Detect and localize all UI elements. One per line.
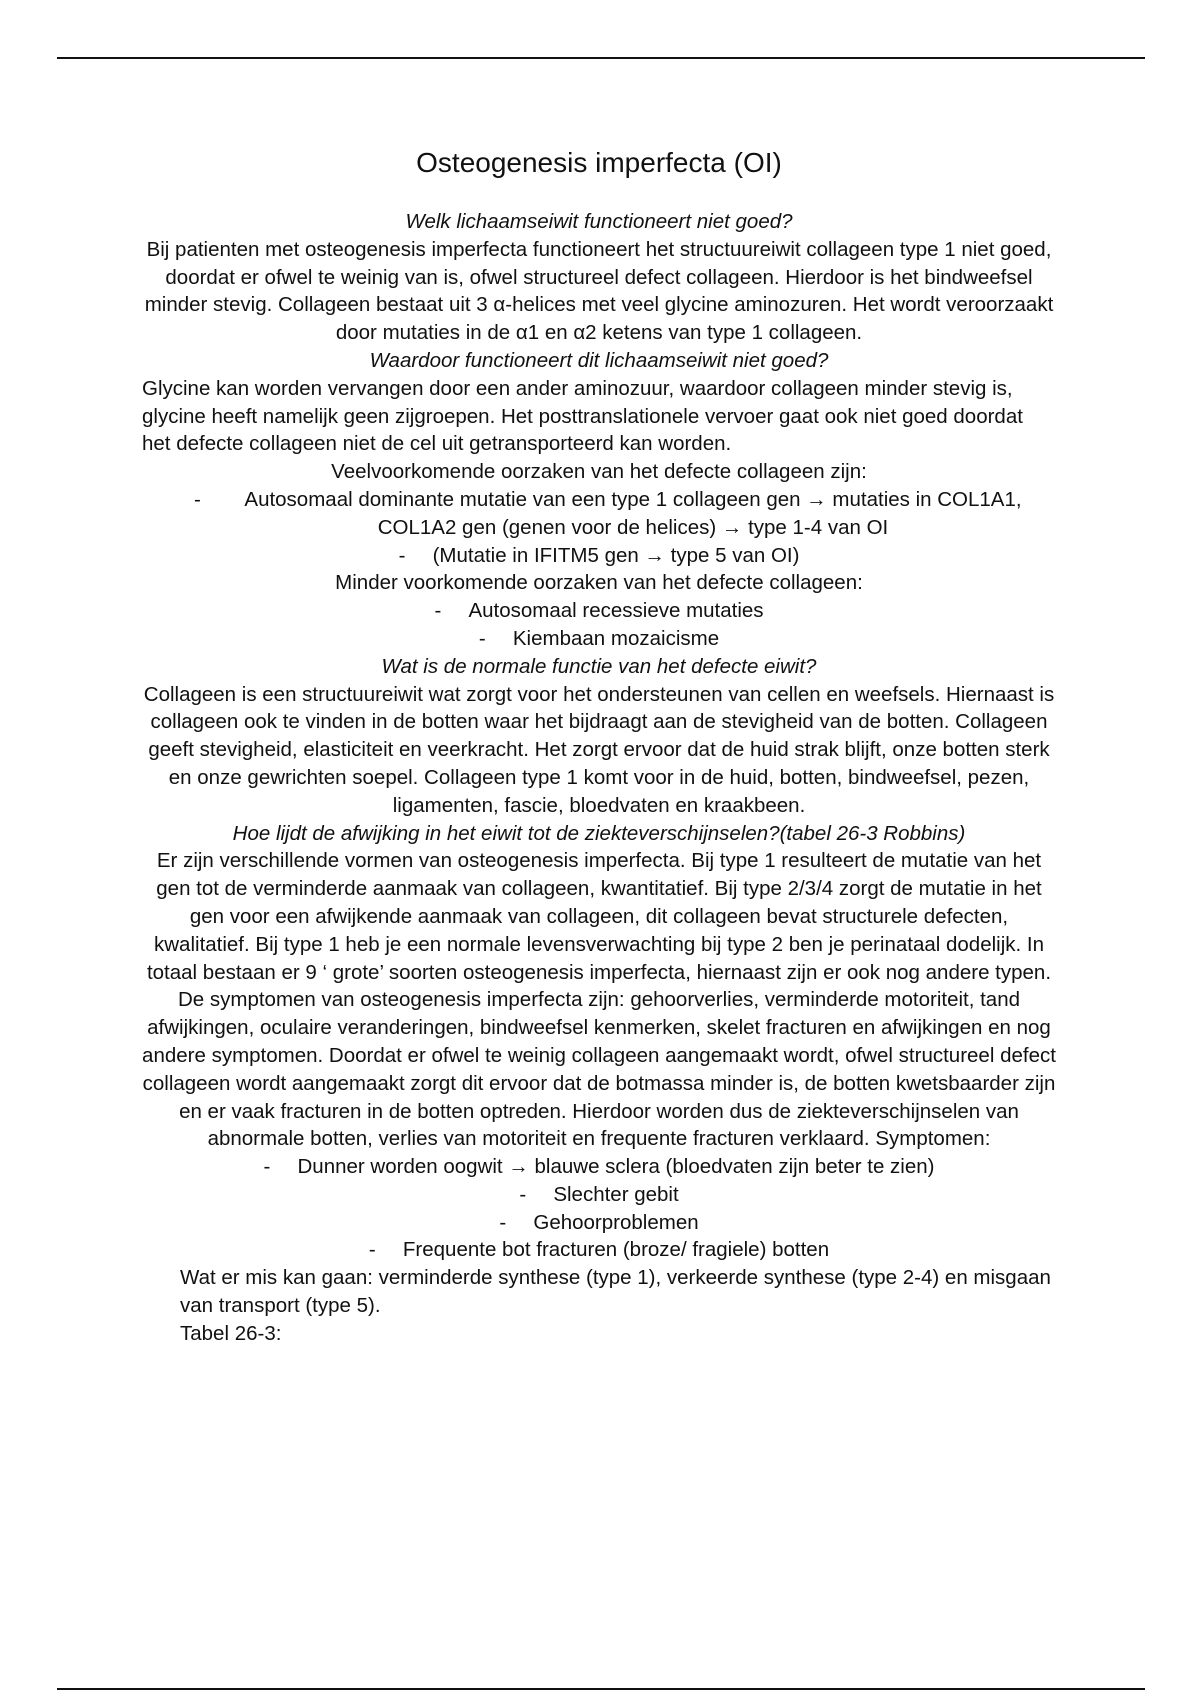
paragraph-5: Wat er mis kan gaan: verminderde synthese (type 1), verkeerde synthese (type 2-4) en misgaan van transport (type 5). xyxy=(180,1266,1051,1318)
rare-causes-heading: Minder voorkomende oorzaken van het defecte collageen: xyxy=(335,571,863,595)
page-title: Osteogenesis imperfecta (OI) xyxy=(416,147,782,178)
list-item-rare-1 xyxy=(142,597,1056,625)
list-item-text: Dunner worden oogwit → blauwe sclera (bloedvaten zijn beter te zien) xyxy=(297,1155,935,1179)
question-1: Welk lichaamseiwit functioneert niet goed? xyxy=(405,210,793,233)
question-3: Wat is de normale functie van het defecte eiwit? xyxy=(381,654,817,678)
paragraph-2: Glycine kan worden vervangen door een ander aminozuur, waardoor collageen minder stevig is, glycine heeft namelijk geen zijgroepen. Het posttranslationele vervoer gaat ook niet goed doordat het defecte collageen niet de cel uit getransporteerd kan worden. xyxy=(142,376,1023,456)
bullet-dash: - xyxy=(519,1182,527,1206)
list-item-text: Frequente bot fracturen (broze/ fragiele) botten xyxy=(402,1238,830,1262)
list-item-text: Slechter gebit xyxy=(553,1182,679,1206)
question-2: Waardoor functioneert dit lichaamseiwit niet goed? xyxy=(369,348,829,372)
footer-rule xyxy=(57,1688,1145,1690)
bullet-dash: - xyxy=(499,1210,507,1234)
list-item-text: Autosomaal dominante mutatie van een type 1 collageen gen → mutaties in COL1A1, COL1A2 gen (genen voor de helices) → type 1-4 van OI xyxy=(244,487,1022,539)
table-reference: Tabel 26-3: xyxy=(180,1321,282,1345)
list-item-symptom-4 xyxy=(142,1236,1056,1264)
list-item-text: Gehoorproblemen xyxy=(533,1210,699,1234)
bullet-dash: - xyxy=(263,1155,271,1179)
common-causes-heading: Veelvoorkomende oorzaken van het defecte collageen zijn: xyxy=(331,460,867,484)
paragraph-1: Bij patienten met osteogenesis imperfecta functioneert het structuureiwit collageen type 1 niet goed, doordat er ofwel te weinig van is, ofwel structureel defect collageen. Hierdoor is het bindweefsel minder stevig. Collageen bestaat uit 3 α-helices met veel glycine aminozuren. Het wordt veroorzaakt door mutaties in de α1 en α2 ketens van type 1 collageen. xyxy=(144,237,1054,345)
list-item-rare-2 xyxy=(142,625,1056,653)
list-item-text: Autosomaal recessieve mutaties xyxy=(468,599,764,623)
list-item-symptom-3 xyxy=(142,1209,1056,1237)
header-rule xyxy=(57,57,1145,59)
paragraph-3: Collageen is een structuureiwit wat zorgt voor het ondersteunen van cellen en weefsels. Hiernaast is collageen ook te vinden in de botten waar het bijdraagt aan de stevigheid van de botten. Collageen geeft stevigheid, elasticiteit en veerkracht. Het zorgt ervoor dat de huid strak blijft, onze botten sterk en onze gewrichten soepel. Collageen type 1 komt voor in de huid, botten, bindweefsel, pezen, ligamenten, fascie, bloedvaten en kraakbeen. xyxy=(143,682,1055,817)
bullet-dash: - xyxy=(194,487,201,511)
list-item-symptom-1 xyxy=(142,1153,1056,1181)
list-item-common-2 xyxy=(142,542,1056,570)
question-4: Hoe lijdt de afwijking in het eiwit tot de ziekteverschijnselen?(tabel 26-3 Robbins) xyxy=(232,821,966,845)
list-item-common-1 xyxy=(142,486,1056,542)
bullet-dash: - xyxy=(478,626,486,650)
bullet-dash: - xyxy=(368,1238,376,1262)
list-item-text: (Mutatie in IFITM5 gen → type 5 van OI) xyxy=(432,543,800,567)
list-item-symptom-2 xyxy=(142,1181,1056,1209)
list-item-text: Kiembaan mozaicisme xyxy=(512,626,720,650)
bullet-dash: - xyxy=(434,599,442,623)
text-flow xyxy=(142,208,1056,1348)
paragraph-4: Er zijn verschillende vormen van osteogenesis imperfecta. Bij type 1 resulteert de mutatie van het gen tot de verminderde aanmaak van collageen, kwantitatief. Bij type 2/3/4 zorgt de mutatie in het gen voor een afwijkende aanmaak van collageen, dit collageen bevat structurele defecten, kwalitatief. Bij type 1 heb je een normale levensverwachting bij type 2 ben je perinataal dodelijk. In totaal bestaan er 9 ‘ grote’ soorten osteogenesis imperfecta, hiernaast zijn er ook nog andere typen. De symptomen van osteogenesis imperfecta zijn: gehoorverlies, verminderde motoriteit, tand afwijkingen, oculaire veranderingen, bindweefsel kenmerken, skelet fracturen en afwijkingen en nog andere symptomen. Doordat er ofwel te weinig collageen aangemaakt wordt, ofwel structureel defect collageen wordt aangemaakt zorgt dit ervoor dat de botmassa minder is, de botten kwetsbaarder zijn en er vaak fracturen in de botten optreden. Hierdoor worden dus de ziekteverschijnselen van abnormale botten, verlies van motoriteit en frequente fracturen verklaard. Symptomen: xyxy=(142,849,1056,1151)
bullet-dash: - xyxy=(398,543,406,567)
